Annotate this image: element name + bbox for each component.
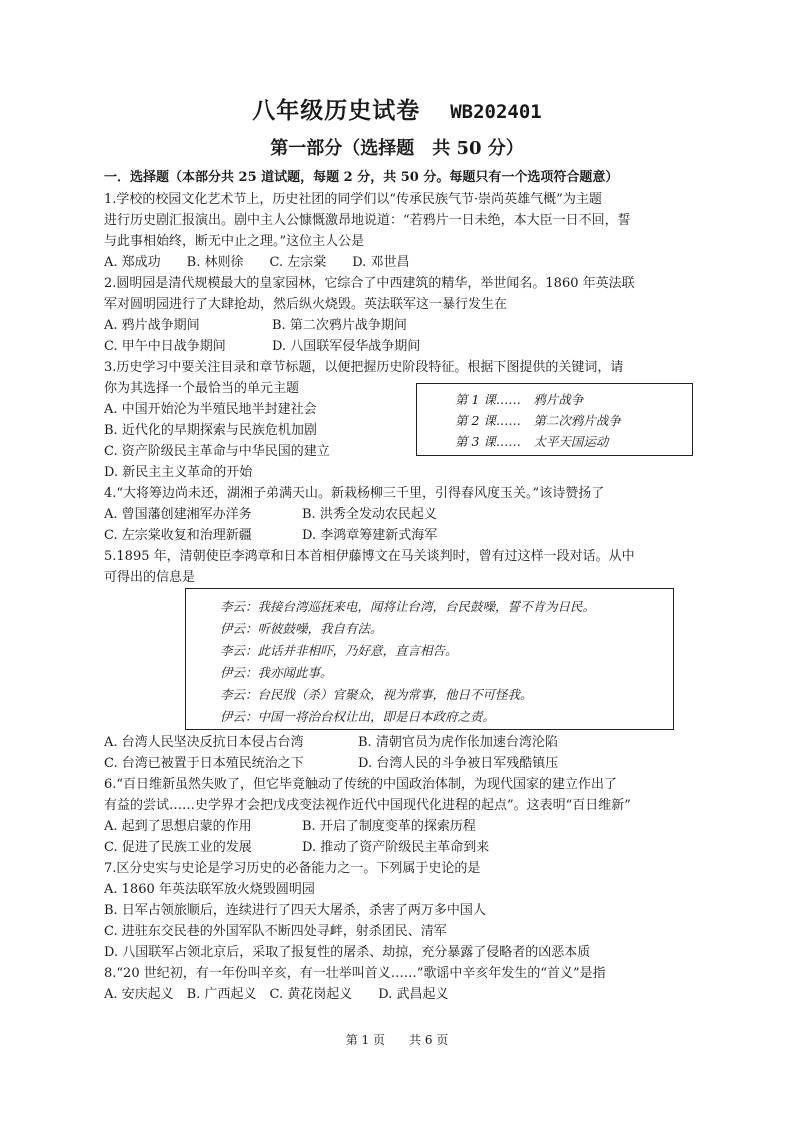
q2-stem-line: 2.圆明园是清代规模最大的皇家园林，它综合了中西建筑的精华，举世闻名。1860 年英法联 <box>104 276 635 291</box>
q1-stem-line: 1.学校的校园文化艺术节上，历史社团的同学们以“传承民族气节·崇尚英雄气概”为主题 <box>104 192 602 207</box>
contents-line: 第 3 课…… 太平天国运动 <box>455 434 609 449</box>
q3-stem-line: 你为其选择一个最恰当的单元主题 <box>104 381 300 396</box>
q4-option-b: B. 洪秀全发动农民起义 <box>302 507 437 522</box>
section-heading: 一．选择题（本部分共 25 道试题，每题 2 分，共 50 分。每题只有一个选项符合题意） <box>104 170 619 185</box>
page-footer: 第 1 页 共 6 页 <box>345 1033 449 1047</box>
dialog-line: 李云：台民戕（杀）官聚众，视为常事，他日不可怪我。 <box>220 687 533 702</box>
q6-option-d: D. 推动了资产阶级民主革命到来 <box>302 840 490 855</box>
q6-option-b: B. 开启了制度变革的探索历程 <box>302 819 476 834</box>
q5-stem-line: 可得出的信息是 <box>104 570 196 585</box>
q5-dialog-box <box>185 588 674 730</box>
q3-option-d: D. 新民主主义革命的开始 <box>104 465 253 480</box>
q5-stem-line: 5.1895 年，清朝使臣李鸿章和日本首相伊藤博文在马关谈判时，曾有过这样一段对话。从中 <box>104 549 635 564</box>
q7-option: B. 日军占领旅顺后，连续进行了四天大屠杀，杀害了两万多中国人 <box>104 903 486 918</box>
q7-option: D. 八国联军占领北京后，采取了报复性的屠杀、劫掠，充分暴露了侵略者的凶恶本质 <box>104 945 591 960</box>
q3-option-a: A. 中国开始沦为半殖民地半封建社会 <box>104 402 317 417</box>
exam-title <box>0 92 794 125</box>
q5-option-d: D. 台湾人民的斗争被日军残酷镇压 <box>358 756 559 771</box>
q2-option-a: A. 鸦片战争期间 <box>104 318 200 333</box>
q6-stem-line: 有益的尝试……史学界才会把戊戌变法视作近代中国现代化进程的起点”。这表明“百日维新” <box>104 798 631 813</box>
q5-option-a: A. 台湾人民坚决反抗日本侵占台湾 <box>104 735 304 750</box>
q8-stem: 8.“20 世纪初，有一年份叫辛亥，有一壮举叫首义……”歌谣中辛亥年发生的“首义”是指 <box>104 966 606 981</box>
q3-stem-line: 3.历史学习中要关注目录和章节标题，以便把握历史阶段特征。根据下图提供的关键词，请 <box>104 360 624 375</box>
q4-option-c: C. 左宗棠收复和治理新疆 <box>104 528 252 543</box>
q6-option-c: C. 促进了民族工业的发展 <box>104 840 252 855</box>
q5-option-b: B. 清朝官员为虎作伥加速台湾沦陷 <box>358 735 558 750</box>
q4-stem: 4.“大将筹边尚未还，湖湘子弟满天山。新栽杨柳三千里，引得春风度玉关。”该诗赞扬了 <box>104 486 605 501</box>
q1-stem-line: 进行历史剧汇报演出。剧中主人公慷慨激昂地说道：“若鸦片一日未绝，本大臣一日不回，誓 <box>104 213 631 228</box>
contents-line: 第 1 课…… 鸦片战争 <box>455 392 584 407</box>
q1-options: A. 郑成功 B. 林则徐 C. 左宗棠 D. 邓世昌 <box>104 255 410 270</box>
q6-stem-line: 6.“百日维新虽然失败了，但它毕竟触动了传统的中国政治体制，为现代国家的建立作出了 <box>104 777 618 792</box>
part-title: 第一部分（选择题 共 50 分） <box>270 138 524 159</box>
q4-option-d: D. 李鸿章筹建新式海军 <box>302 528 438 543</box>
contents-line: 第 2 课…… 第二次鸦片战争 <box>455 413 621 428</box>
q3-option-c: C. 资产阶级民主革命与中华民国的建立 <box>104 444 330 459</box>
q1-stem-line: 与此事相始终，断无中止之理。”这位主人公是 <box>104 234 365 249</box>
q2-option-b: B. 第二次鸦片战争期间 <box>272 318 407 333</box>
q5-option-c: C. 台湾已被置于日本殖民统治之下 <box>104 756 304 771</box>
q2-option-d: D. 八国联军侵华战争期间 <box>272 339 421 354</box>
dialog-line: 李云：我接台湾巡抚来电，闻将让台湾，台民鼓噪，誓不肯为日民。 <box>220 599 596 614</box>
exam-code: WB202401 <box>450 101 542 123</box>
q4-option-a: A. 曾国藩创建湘军办洋务 <box>104 507 252 522</box>
dialog-line: 伊云：我亦闻此事。 <box>220 665 333 680</box>
q6-option-a: A. 起到了思想启蒙的作用 <box>104 819 252 834</box>
dialog-line: 伊云：中国一将治台权让出，即是日本政府之责。 <box>220 709 496 724</box>
q2-stem-line: 军对圆明园进行了大肆抢劫，然后纵火烧毁。英法联军这一暴行发生在 <box>104 297 508 312</box>
q3-contents-box <box>416 383 693 456</box>
q7-stem: 7.区分史实与史论是学习历史的必备能力之一。下列属于史论的是 <box>104 861 481 876</box>
dialog-line: 伊云：听彼鼓噪，我自有法。 <box>220 621 383 636</box>
q2-option-c: C. 甲午中日战争期间 <box>104 339 226 354</box>
q7-option: C. 进驻东交民巷的外国军队不断四处寻衅，射杀团民、清军 <box>104 924 447 939</box>
dialog-line: 李云：此话并非相吓，乃好意，直言相告。 <box>220 643 458 658</box>
q8-options: A. 安庆起义 B. 广西起义 C. 黄花岗起义 D. 武昌起义 <box>104 987 449 1002</box>
q7-option: A. 1860 年英法联军放火烧毁圆明园 <box>104 882 315 897</box>
q3-option-b: B. 近代化的早期探索与民族危机加剧 <box>104 423 317 438</box>
title-text: 八年级历史试卷 <box>252 97 421 124</box>
